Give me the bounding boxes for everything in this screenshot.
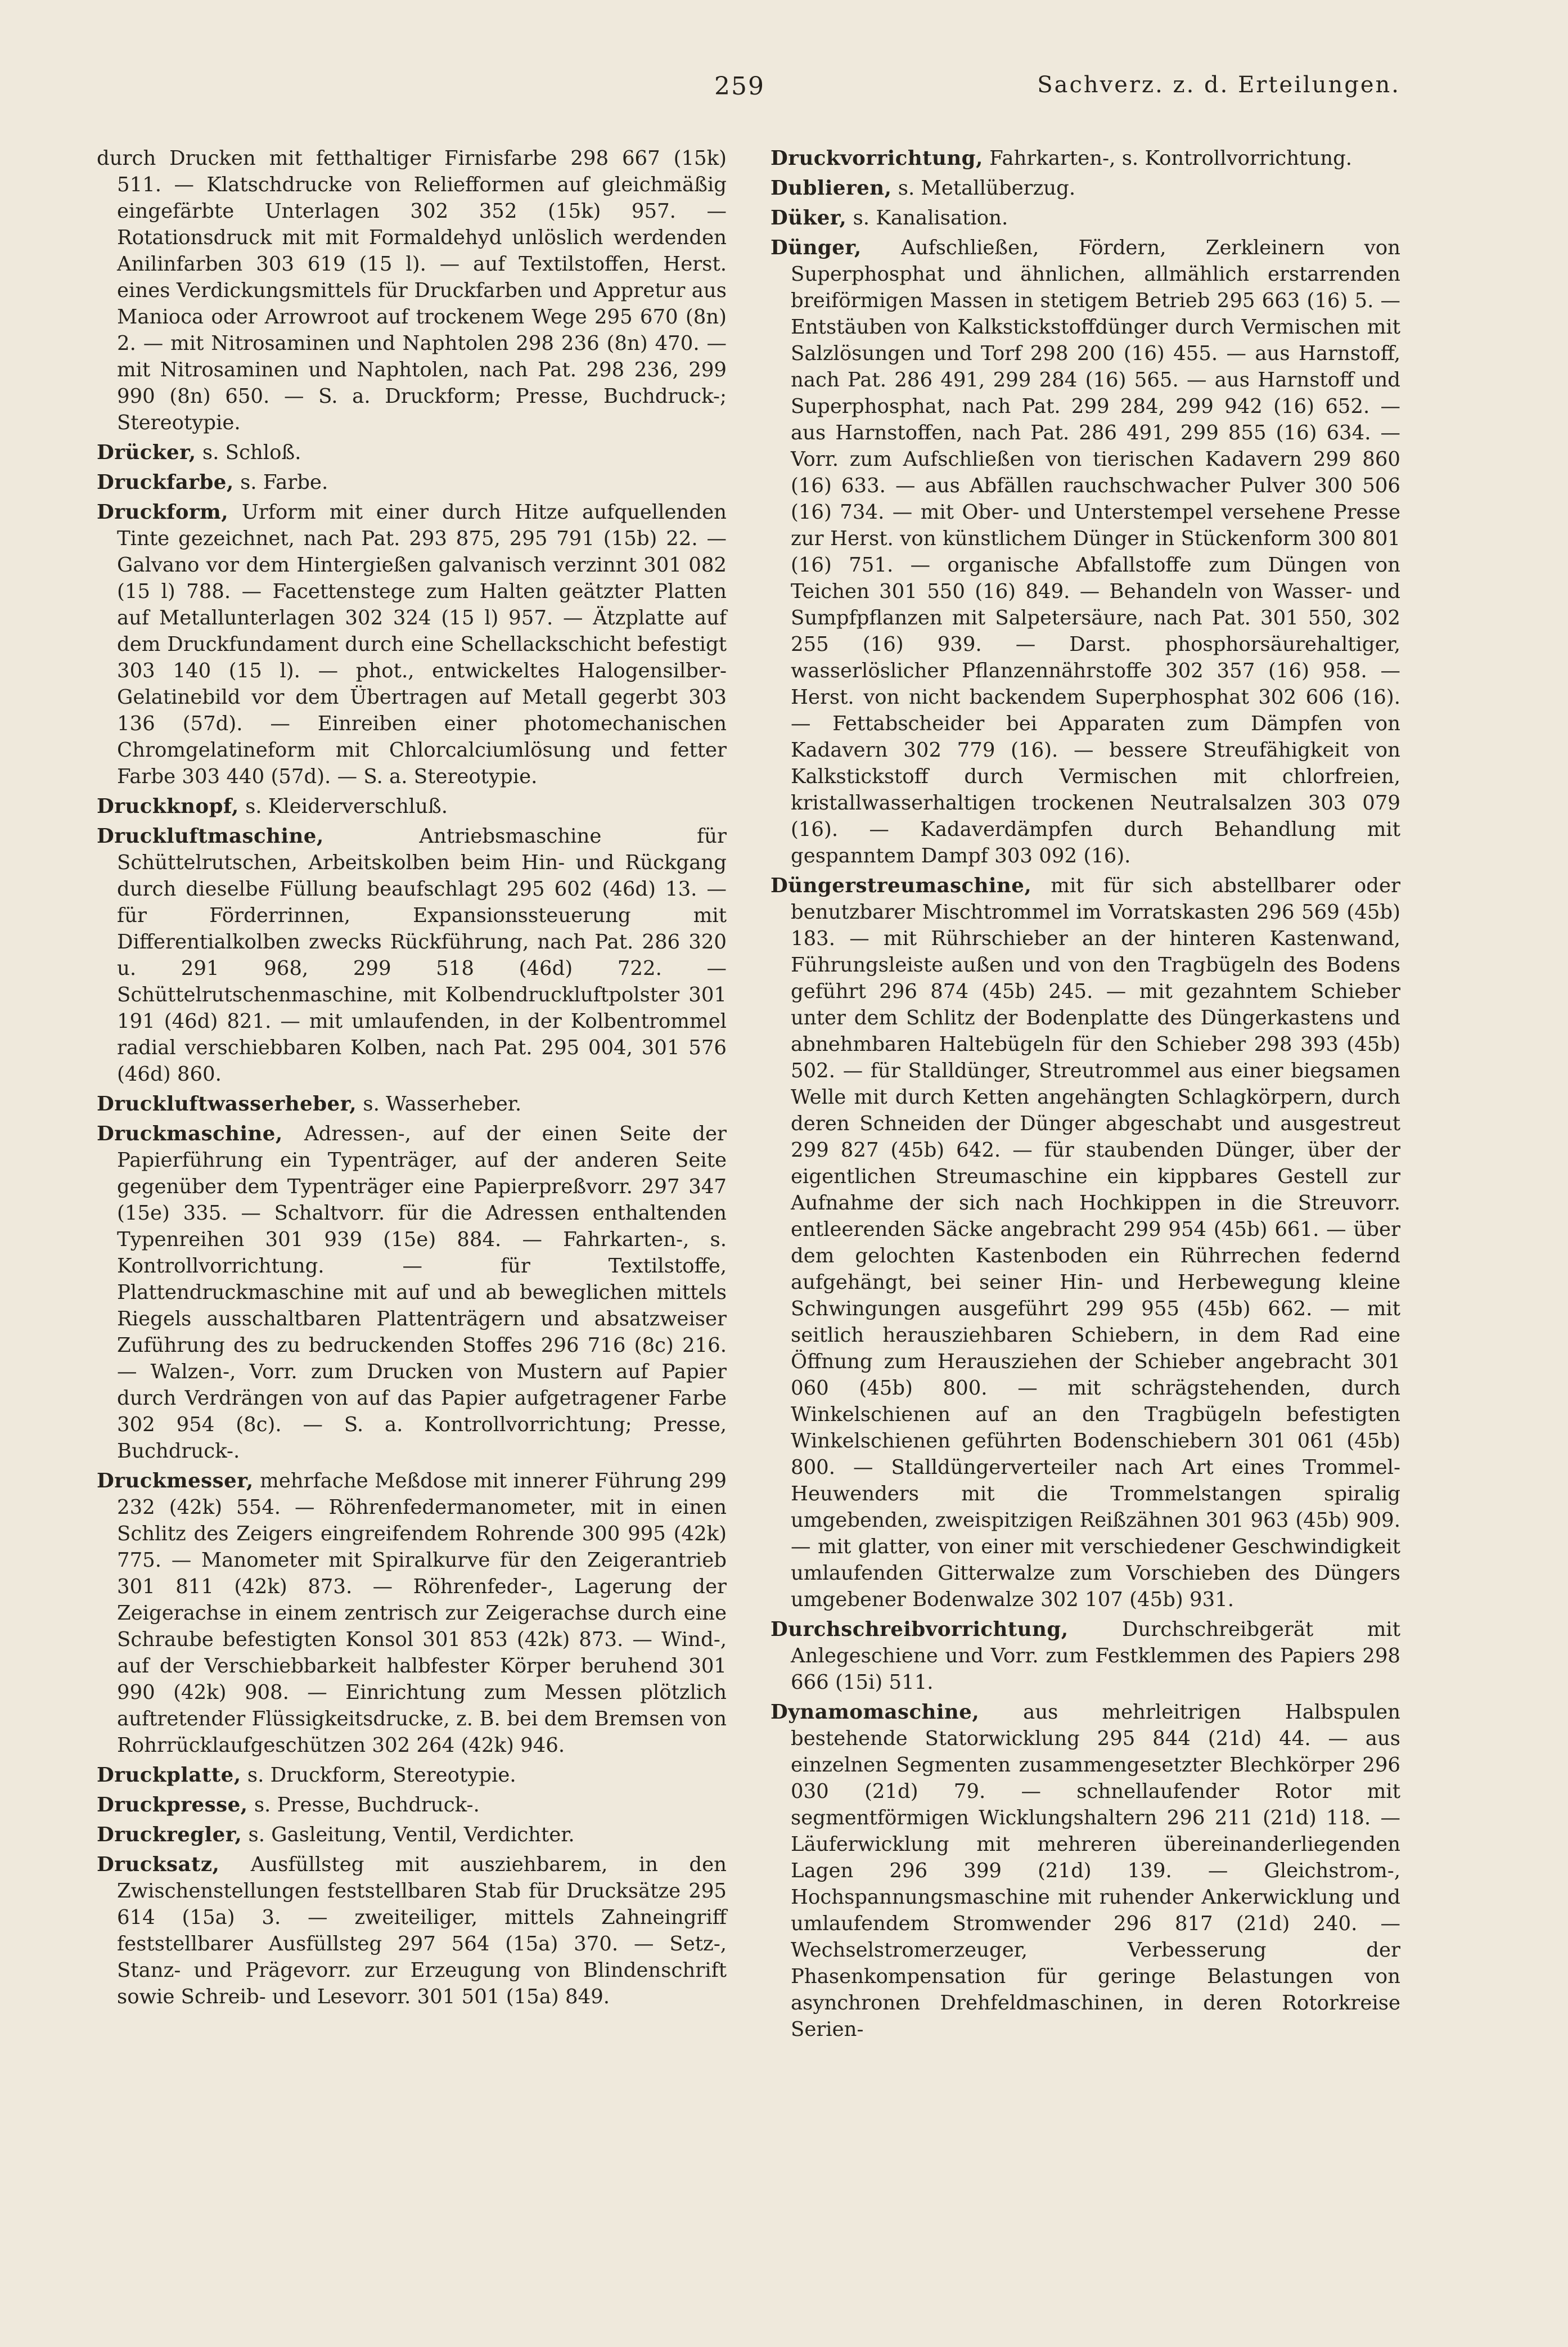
- entry-text: s. Druckform, Stereotypie.: [247, 1764, 516, 1787]
- entry-text: Urform mit einer durch Hitze aufquellenden Tinte gezeichnet, nach Pat. 293 875, 295 791 (15b) 22. — Galvano vor dem Hintergießen galvanisch verzinnt 301 082 (15 l) 788. — Facettenstege zum Halten geätzter Platten auf Metallunterlagen 302 324 (15 l) 957. — Ätzplatte auf dem Druckfundament durch eine Schellackschicht befestigt 303 140 (15 l). — phot., entwickeltes Halogensilber-Gelatinebild vor dem Übertragen auf Metall gegerbt 303 136 (57d). — Einreiben einer photomechanischen Chromgelatineform mit Chlorcalciumlösung und fetter Farbe 303 440 (57d). — S. a. Stereotypie.: [117, 501, 727, 788]
- entry-text: s. Metallüberzug.: [898, 177, 1076, 200]
- entry-heading: Druckform,: [97, 501, 229, 524]
- index-entry: [97, 1121, 727, 1464]
- entry-heading: Düngerstreumaschine,: [771, 874, 1032, 897]
- left-column: [97, 145, 727, 2013]
- entry-heading: Düker,: [771, 206, 847, 230]
- entry-heading: Druckmaschine,: [97, 1122, 283, 1145]
- entry-text: Antriebsmaschine für Schüttelrutschen, Arbeitskolben beim Hin- und Rückgang durch dieselbe Füllung beaufschlagt 295 602 (46d) 13. — für Förderrinnen, Expansionssteuerung mit Differentialkolben zwecks Rückführung, nach Pat. 286 320 u. 291 968, 299 518 (46d) 722. — Schüttelrutschenmaschine, mit Kolbendruckluftpolster 301 191 (46d) 821. — mit umlaufenden, in der Kolbentrommel radial verschiebbaren Kolben, nach Pat. 295 004, 301 576 (46d) 860.: [117, 825, 727, 1086]
- index-entry: [97, 1792, 727, 1818]
- entry-heading: Dünger,: [771, 236, 862, 259]
- index-entry: [97, 1822, 727, 1848]
- index-entry: [97, 145, 727, 436]
- index-entry: [771, 1616, 1400, 1696]
- entry-text: s. Kanalisation.: [853, 206, 1008, 230]
- entry-heading: Druckknopf,: [97, 795, 239, 818]
- entry-text: aus mehrleitrigen Halbspulen bestehende Statorwicklung 295 844 (21d) 44. — aus einzelnen Segmenten zusammengesetzter Blechkörper 296 030 (21d) 79. — schnellaufender Rotor mit segmentförmigen Wicklungshaltern 296 211 (21d) 118. — Läuferwicklung mit mehreren übereinanderliegenden Lagen 296 399 (21d) 139. — Gleichstrom-, Hochspannungsmaschine mit ruhender Ankerwicklung und umlaufendem Stromwender 296 817 (21d) 240. — Wechselstromerzeuger, Verbesserung der Phasenkompensation für geringe Belastungen von asynchronen Drehfeldmaschinen, in deren Rotorkreise Serien-: [791, 1701, 1400, 2041]
- entry-text: s. Schloß.: [202, 441, 301, 464]
- index-entry: [97, 1762, 727, 1788]
- entry-text: s. Presse, Buchdruck-.: [254, 1793, 480, 1817]
- entry-text: mehrfache Meßdose mit innerer Führung 299 232 (42k) 554. — Röhrenfedermanometer, mit in einen Schlitz des Zeigers eingreifendem Rohrende 300 995 (42k) 775. — Manometer mit Spiralkurve für den Zeigerantrieb 301 811 (42k) 873. — Röhrenfeder-, Lagerung der Zeigerachse in einem zentrisch zur Zeigerachse durch eine Schraube befestigten Konsol 301 853 (42k) 873. — Wind-, auf der Verschiebbarkeit halbfester Körper beruhend 301 990 (42k) 908. — Einrichtung zum Messen plötzlich auftretender Flüssigkeitsdrucke, z. B. bei dem Bremsen von Rohrrücklaufgeschützen 302 264 (42k) 946.: [117, 1469, 727, 1757]
- index-entry: [97, 1851, 727, 2010]
- entry-heading: Drucksatz,: [97, 1853, 220, 1876]
- entry-text: Aufschließen, Fördern, Zerkleinern von Superphosphat und ähnlichen, allmählich erstarrenden breiförmigen Massen in stetigem Betrieb 295 663 (16) 5. — Entstäuben von Kalkstickstoffdünger durch Vermischen mit Salzlösungen und Torf 298 200 (16) 455. — aus Harnstoff, nach Pat. 286 491, 299 284 (16) 565. — aus Harnstoff und Superphosphat, nach Pat. 299 284, 299 942 (16) 652. — aus Harnstoffen, nach Pat. 286 491, 299 855 (16) 634. — Vorr. zum Aufschließen von tierischen Kadavern 299 860 (16) 633. — aus Abfällen rauchschwacher Pulver 300 506 (16) 734. — mit Ober- und Unterstempel versehene Presse zur Herst. von künstlichem Dünger in Stückenform 300 801 (16) 751. — organische Abfallstoffe zum Düngen von Teichen 301 550 (16) 849. — Behandeln von Wasser- und Sumpfpflanzen mit Salpetersäure, nach Pat. 301 550, 302 255 (16) 939. — Darst. phosphorsäurehaltiger, wasserlöslicher Pflanzennährstoffe 302 357 (16) 958. — Herst. von nicht backendem Superphosphat 302 606 (16). — Fettabscheider bei Apparaten zum Dämpfen von Kadavern 302 779 (16). — bessere Streufähigkeit von Kalkstickstoff durch Vermischen mit chlorfreien, kristallwasserhaltigen trockenen Neutralsalzen 303 079 (16). — Kadaverdämpfen durch Behandlung mit gespanntem Dampf 303 092 (16).: [791, 236, 1400, 867]
- index-entry: [97, 823, 727, 1087]
- index-entry: [771, 145, 1400, 172]
- entry-text: Adressen-, auf der einen Seite der Papierführung ein Typenträger, auf der anderen Seite gegenüber dem Typenträger eine Papierpreßvorr. 297 347 (15e) 335. — Schaltvorr. für die Adressen enthaltenden Typenreihen 301 939 (15e) 884. — Fahrkarten-, s. Kontrollvorrichtung. — für Textilstoffe, Plattendruckmaschine mit auf und ab beweglichen mittels Riegels ausschaltbaren Plattenträgern und absatzweiser Zuführung des zu bedruckenden Stoffes 296 716 (8c) 216. — Walzen-, Vorr. zum Drucken von Mustern auf Papier durch Verdrängen von auf das Papier aufgetragener Farbe 302 954 (8c). — S. a. Kontrollvorrichtung; Presse, Buchdruck-.: [117, 1122, 727, 1463]
- index-entry: [771, 1699, 1400, 2043]
- index-entry: [771, 205, 1400, 231]
- entry-text: s. Wasserheber.: [363, 1092, 522, 1116]
- running-head: Sachverz. z. d. Erteilungen.: [1037, 72, 1400, 98]
- entry-heading: Durchschreibvorrichtung,: [771, 1618, 1069, 1641]
- entry-text: s. Gasleitung, Ventil, Verdichter.: [248, 1823, 575, 1846]
- entry-heading: Druckluftmaschine,: [97, 825, 324, 848]
- index-entry: [771, 235, 1400, 869]
- entry-text: durch Drucken mit fetthaltiger Firnisfarbe 298 667 (15k) 511. — Klatschdrucke von Reliefformen auf gleichmäßig eingefärbte Unterlagen 302 352 (15k) 957. — Rotationsdruck mit mit Formaldehyd unlöslich werdenden Anilinfarben 303 619 (15 l). — auf Textilstoffen, Herst. eines Verdickungsmittels für Druckfarben und Appretur aus Manioca oder Arrowroot auf trockenem Wege 295 670 (8n) 2. — mit Nitrosaminen und Naphtolen 298 236 (8n) 470. — mit Nitrosaminen und Naphtolen, nach Pat. 298 236, 299 990 (8n) 650. — S. a. Druckform; Presse, Buchdruck-; Stereotypie.: [97, 147, 727, 434]
- entry-heading: Druckfarbe,: [97, 471, 234, 494]
- entry-heading: Drücker,: [97, 441, 196, 464]
- index-entry: [771, 873, 1400, 1613]
- index-entry: [97, 1468, 727, 1759]
- entry-heading: Druckvorrichtung,: [771, 147, 983, 170]
- index-entry: [97, 439, 727, 466]
- index-entry: [97, 793, 727, 820]
- entry-text: mit für sich abstellbarer oder benutzbarer Mischtrommel im Vorratskasten 296 569 (45b) 183. — mit Rührschieber an der hinteren Kastenwand, Führungsleiste außen und von den Tragbügeln des Bodens geführt 296 874 (45b) 245. — mit gezahntem Schieber unter dem Schlitz der Bodenplatte des Düngerkastens und abnehmbaren Haltebügeln für den Schieber 298 393 (45b) 502. — für Stalldünger, Streutrommel aus einer biegsamen Welle mit durch Ketten angehängten Schlagkörpern, durch deren Schneiden der Dünger abgeschabt und ausgestreut 299 827 (45b) 642. — für staubenden Dünger, über der eigentlichen Streumaschine ein kippbares Gestell zur Aufnahme der sich nach Hochkippen in die Streuvorr. entleerenden Säcke angebracht 299 954 (45b) 661. — über dem gelochten Kastenboden ein Rührrechen federnd aufgehängt, bei seiner Hin- und Herbewegung kleine Schwingungen ausgeführt 299 955 (45b) 662. — mit seitlich herausziehbaren Schiebern, in dem Rad eine Öffnung zum Herausziehen der Schieber angebracht 301 060 (45b) 800. — mit schrägstehenden, durch Winkelschienen auf an den Tragbügeln befestigten Winkelschienen geführten Bodenschiebern 301 061 (45b) 800. — Stalldüngerverteiler nach Art eines Trommel-Heuwenders mit die Trommelstangen spiralig umgebenden, zweispitzigen Reißzähnen 301 963 (45b) 909. — mit glatter, von einer mit verschiedener Geschwindigkeit umlaufenden Gitterwalze zum Vorschieben des Düngers umgebener Bodenwalze 302 107 (45b) 931.: [791, 874, 1400, 1611]
- entry-text: s. Kleiderverschluß.: [245, 795, 448, 818]
- entry-heading: Dynamomaschine,: [771, 1701, 980, 1724]
- entry-heading: Druckluftwasserheber,: [97, 1092, 357, 1116]
- entry-text: Fahrkarten-, s. Kontrollvorrichtung.: [989, 147, 1353, 170]
- entry-text: Durchschreibgerät mit Anlegeschiene und Vorr. zum Festklemmen des Papiers 298 666 (15i) 511.: [791, 1618, 1400, 1694]
- entry-text: Ausfüllsteg mit ausziehbarem, in den Zwischenstellungen feststellbaren Stab für Drucksätze 295 614 (15a) 3. — zweiteiliger, mittels Zahneingriff feststellbarer Ausfüllsteg 297 564 (15a) 370. — Setz-, Stanz- und Prägevorr. zur Erzeugung von Blindenschrift sowie Schreib- und Lesevorr. 301 501 (15a) 849.: [117, 1853, 727, 2008]
- entry-heading: Dublieren,: [771, 177, 892, 200]
- index-entry: [771, 175, 1400, 201]
- right-column: [771, 145, 1400, 2046]
- entry-text: s. Farbe.: [240, 471, 328, 494]
- index-entry: [97, 469, 727, 496]
- index-entry: [97, 1091, 727, 1117]
- entry-heading: Druckregler,: [97, 1823, 242, 1846]
- entry-heading: Druckmesser,: [97, 1469, 254, 1492]
- page-number: 259: [714, 72, 765, 101]
- entry-heading: Druckpresse,: [97, 1793, 248, 1817]
- page-header: [90, 72, 1400, 106]
- entry-heading: Druckplatte,: [97, 1764, 241, 1787]
- index-entry: [97, 499, 727, 790]
